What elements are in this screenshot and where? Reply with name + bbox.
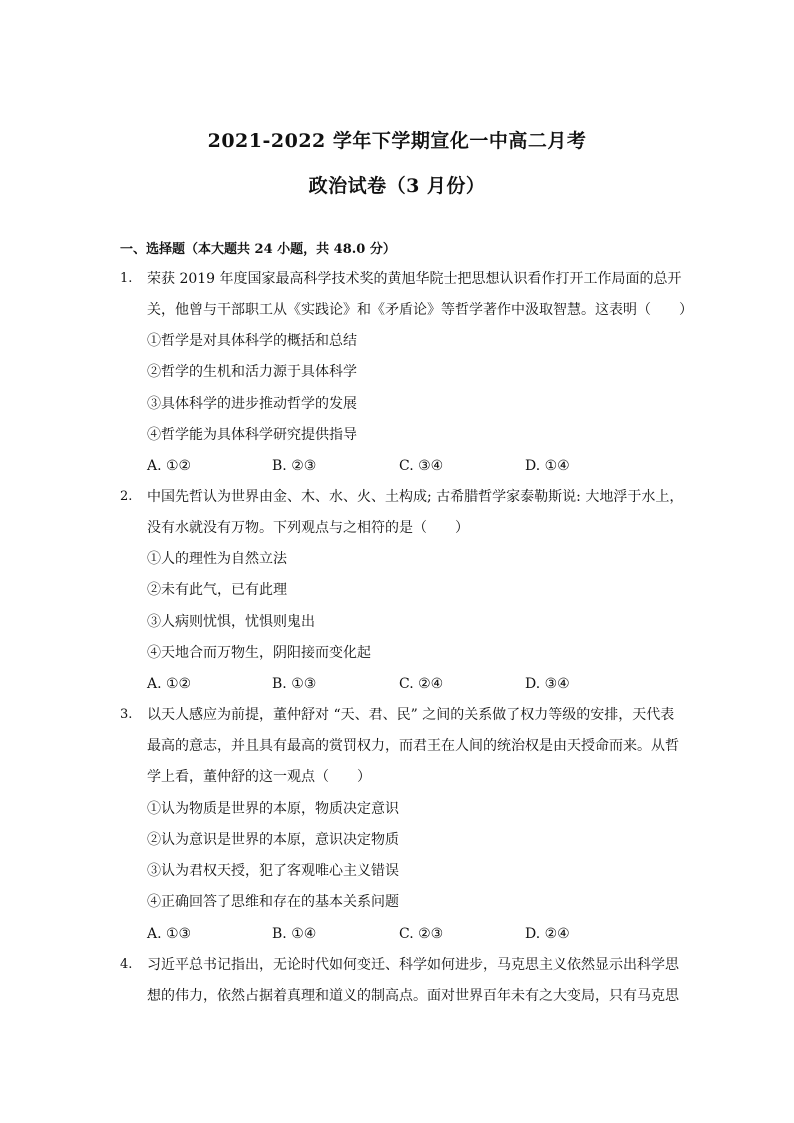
- option-a: A. ①②: [147, 458, 192, 474]
- statement-4: ④天地合而万物生，阴阳接而变化起: [147, 645, 371, 661]
- option-c: C. ②④: [399, 676, 444, 692]
- option-c: C. ③④: [399, 458, 444, 474]
- question-text-line: 没有水就没有万物。下列观点与之相符的是（ ）: [147, 520, 469, 536]
- statement-1: ①哲学是对具体科学的概括和总结: [147, 333, 357, 349]
- question-number: 1.: [120, 271, 133, 286]
- question-text-line: 学上看，董仲舒的这一观点（ ）: [147, 769, 371, 785]
- exam-title: 2021-2022 学年下学期宣化一中高二月考: [207, 130, 587, 152]
- question-text-line: 荣获 2019 年度国家最高科学技术奖的黄旭华院士把思想认识看作打开工作局面的总开: [147, 271, 682, 287]
- statement-2: ②哲学的生机和活力源于具体科学: [147, 364, 357, 380]
- option-d: D. ②④: [525, 926, 570, 942]
- question-text-line: 关，他曾与干部职工从《实践论》和《矛盾论》等哲学著作中汲取智慧。这表明（ ）: [147, 302, 693, 318]
- question-number: 3.: [120, 707, 133, 722]
- option-b: B. ①④: [272, 926, 317, 942]
- question-text-line: 中国先哲认为世界由金、木、水、火、土构成; 古希腊哲学家泰勒斯说: 大地浮于水上，: [147, 489, 684, 505]
- question-text-line: 想的伟力，依然占据着真理和道义的制高点。面对世界百年未有之大变局，只有马克思: [147, 988, 679, 1004]
- statement-3: ③认为君权天授，犯了客观唯心主义错误: [147, 863, 399, 879]
- option-b: B. ②③: [272, 458, 317, 474]
- statement-1: ①人的理性为自然立法: [147, 551, 287, 567]
- statement-1: ①认为物质是世界的本原，物质决定意识: [147, 801, 399, 817]
- option-a: A. ①②: [147, 676, 192, 692]
- question-text-line: 最高的意志，并且具有最高的赏罚权力，而君王在人间的统治权是由天授命而来。从哲: [147, 738, 679, 754]
- section-heading: 一、选择题（本大题共 24 小题，共 48.0 分）: [120, 242, 396, 257]
- question-number: 4.: [120, 957, 133, 972]
- statement-4: ④正确回答了思维和存在的基本关系问题: [147, 894, 399, 910]
- statement-3: ③人病则忧惧，忧惧则鬼出: [147, 614, 315, 630]
- statement-2: ②认为意识是世界的本原，意识决定物质: [147, 832, 399, 848]
- statement-3: ③具体科学的进步推动哲学的发展: [147, 396, 357, 412]
- option-a: A. ①③: [147, 926, 192, 942]
- option-d: D. ①④: [525, 458, 570, 474]
- option-c: C. ②③: [399, 926, 444, 942]
- option-b: B. ①③: [272, 676, 317, 692]
- question-text-line: 习近平总书记指出，无论时代如何变迁、科学如何进步，马克思主义依然显示出科学思: [147, 957, 679, 973]
- statement-4: ④哲学能为具体科学研究提供指导: [147, 427, 357, 443]
- question-text-line: 以天人感应为前提，董仲舒对 “天、君、民” 之间的关系做了权力等级的安排，天代表: [147, 707, 675, 723]
- option-d: D. ③④: [525, 676, 570, 692]
- exam-subtitle: 政治试卷（3 月份）: [308, 175, 486, 197]
- statement-2: ②未有此气，已有此理: [147, 582, 287, 598]
- question-number: 2.: [120, 489, 133, 504]
